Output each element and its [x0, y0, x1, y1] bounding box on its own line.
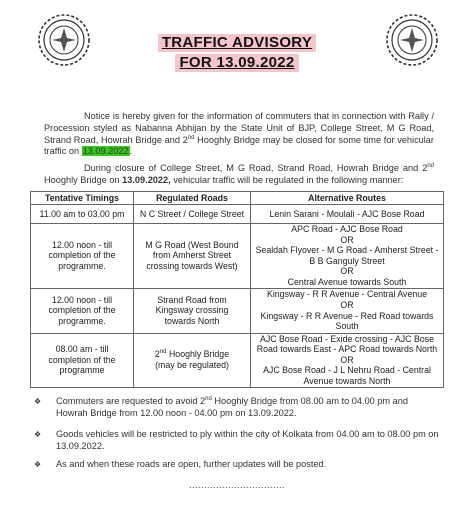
- closure-text: During closure of College Street, M G Road, Strand Road, Howrah Bridge and 2: [84, 163, 428, 173]
- closure-sup: nd: [427, 162, 434, 169]
- road-line: Kingsway crossing: [155, 305, 229, 316]
- timing-line: completion of the: [48, 250, 116, 261]
- timing-cell: [31, 205, 134, 224]
- diamond-bullet-icon: ❖: [34, 460, 42, 469]
- bullet-text: As and when these roads are open, further updates will be posted.: [56, 459, 327, 469]
- route-or: OR: [340, 299, 354, 310]
- bullet-item: [34, 396, 440, 420]
- road-post: Hooghly Bridge: [166, 349, 230, 360]
- road-line: M G Road (West Bound: [145, 239, 239, 250]
- route-or: OR: [340, 354, 354, 365]
- table-row: [31, 224, 444, 289]
- footer-dots: ................................: [188, 480, 285, 490]
- header-roads: Regulated Roads: [134, 192, 251, 205]
- bullet-item: [34, 429, 440, 453]
- routes-cell: [251, 224, 444, 289]
- road-cell: [134, 333, 251, 387]
- notice-sup: nd: [187, 134, 195, 141]
- timing-cell: [31, 288, 134, 333]
- timing-line: programme.: [58, 261, 106, 272]
- timing-cell: [31, 333, 134, 387]
- road-line: [137, 349, 247, 360]
- road-line: from Amherst Street: [152, 250, 232, 261]
- route-line: AJC Bose Road - J L Nehru Road - Central: [263, 365, 431, 376]
- route-line: Kingsway - R R Avenue - Central Avenue: [266, 289, 428, 300]
- timing-line: programme.: [58, 315, 106, 326]
- timing-line: programme: [59, 365, 105, 376]
- route-line: Lenin Sarani - Moulali - AJC Bose Road: [269, 208, 425, 219]
- timing-line: completion of the: [48, 305, 116, 316]
- traffic-table: [30, 191, 444, 388]
- notice-text: Notice is hereby given for the information of commuters that in connection with Rally / Procession styled as Nabanna Abhijan by the State Unit of BJP, College Street, M G Road, Strand Road, Howrah Bridge and 2: [44, 111, 434, 145]
- road-cell: [134, 224, 251, 289]
- header-routes: Alternative Routes: [251, 192, 444, 205]
- road-line: Strand Road from: [157, 294, 227, 305]
- route-line: B B Ganguly Street: [309, 255, 385, 266]
- route-or: OR: [340, 234, 354, 245]
- timing-line: 11.00 am to 03.00 pm: [39, 208, 125, 219]
- notice-date-highlight: 13.09.2022: [82, 146, 129, 157]
- closure-text-2: Hooghly Bridge on: [44, 174, 123, 185]
- diamond-bullet-icon: ❖: [34, 430, 42, 439]
- route-line: Sealdah Flyover - M G Road - Amherst Street -: [255, 245, 439, 256]
- bullet-text: Goods vehicles will be restricted to ply within the city of Kolkata from 04.00 am to 08.00 pm on 13.09.2022.: [56, 429, 439, 451]
- advisory-date-title: FOR 13.09.2022: [175, 54, 298, 72]
- table-header-row: [31, 192, 444, 205]
- bullet-text: [56, 396, 440, 420]
- route-line: Avenue towards North: [303, 375, 391, 386]
- table-row: [31, 205, 444, 224]
- route-or: OR: [340, 266, 354, 277]
- title-line-2-wrap: [0, 54, 474, 72]
- diamond-bullet-icon: ❖: [34, 397, 42, 406]
- timing-line: 08.00 am - till: [55, 344, 109, 355]
- routes-cell: [251, 288, 444, 333]
- closure-paragraph: [44, 163, 434, 187]
- closure-date: 13.09.2022,: [122, 174, 171, 185]
- route-line: AJC Bose Road - Exide crossing - AJC Bose: [259, 333, 435, 344]
- routes-cell: [251, 205, 444, 224]
- notice-text-2: Hooghly Bridge may be closed for some time for vehicular traffic on: [44, 134, 434, 157]
- road-line: towards North: [164, 315, 220, 326]
- table-row: [31, 288, 444, 333]
- route-line: Kingsway - R R Avenue - Red Road towards: [260, 310, 434, 321]
- closure-text-3: vehicular traffic will be regulated in the following manner:: [170, 174, 404, 185]
- road-cell: [134, 205, 251, 224]
- route-line: APC Road - AJC Bose Road: [291, 224, 403, 234]
- timing-line: 12.00 noon - till: [51, 294, 113, 305]
- road-pre: 2: [154, 349, 160, 360]
- bullet-1-sup: nd: [205, 395, 212, 402]
- timing-line: 12.00 noon - till: [51, 239, 113, 250]
- notice-end: .: [129, 146, 133, 157]
- header-timings: Tentative Timings: [31, 192, 134, 205]
- table-row: [31, 333, 444, 387]
- advisory-title: TRAFFIC ADVISORY: [158, 34, 316, 52]
- road-line: (may be regulated): [155, 360, 229, 371]
- road-line: crossing towards West): [146, 261, 238, 272]
- road-line: N C Street / College Street: [139, 208, 245, 219]
- routes-cell: [251, 333, 444, 387]
- timing-line: completion of the: [48, 354, 116, 365]
- road-sup: nd: [159, 349, 167, 356]
- route-line: Central Avenue towards South: [287, 276, 407, 287]
- bullet-1-text-b: Hooghly Bridge from 08.00 am to 04.00 pm and Howrah Bridge from 12.00 noon - 04.00 pm on 13.09.2022.: [56, 396, 408, 418]
- notice-paragraph: [44, 111, 434, 158]
- bullet-1-text-a: Commuters are requested to avoid 2: [56, 396, 206, 406]
- route-line: Road towards East - APC Road towards North: [256, 344, 438, 355]
- route-line: South: [335, 321, 359, 332]
- timing-cell: [31, 224, 134, 289]
- bullet-item: [34, 459, 440, 471]
- title-line-1-wrap: [0, 34, 474, 52]
- road-cell: [134, 288, 251, 333]
